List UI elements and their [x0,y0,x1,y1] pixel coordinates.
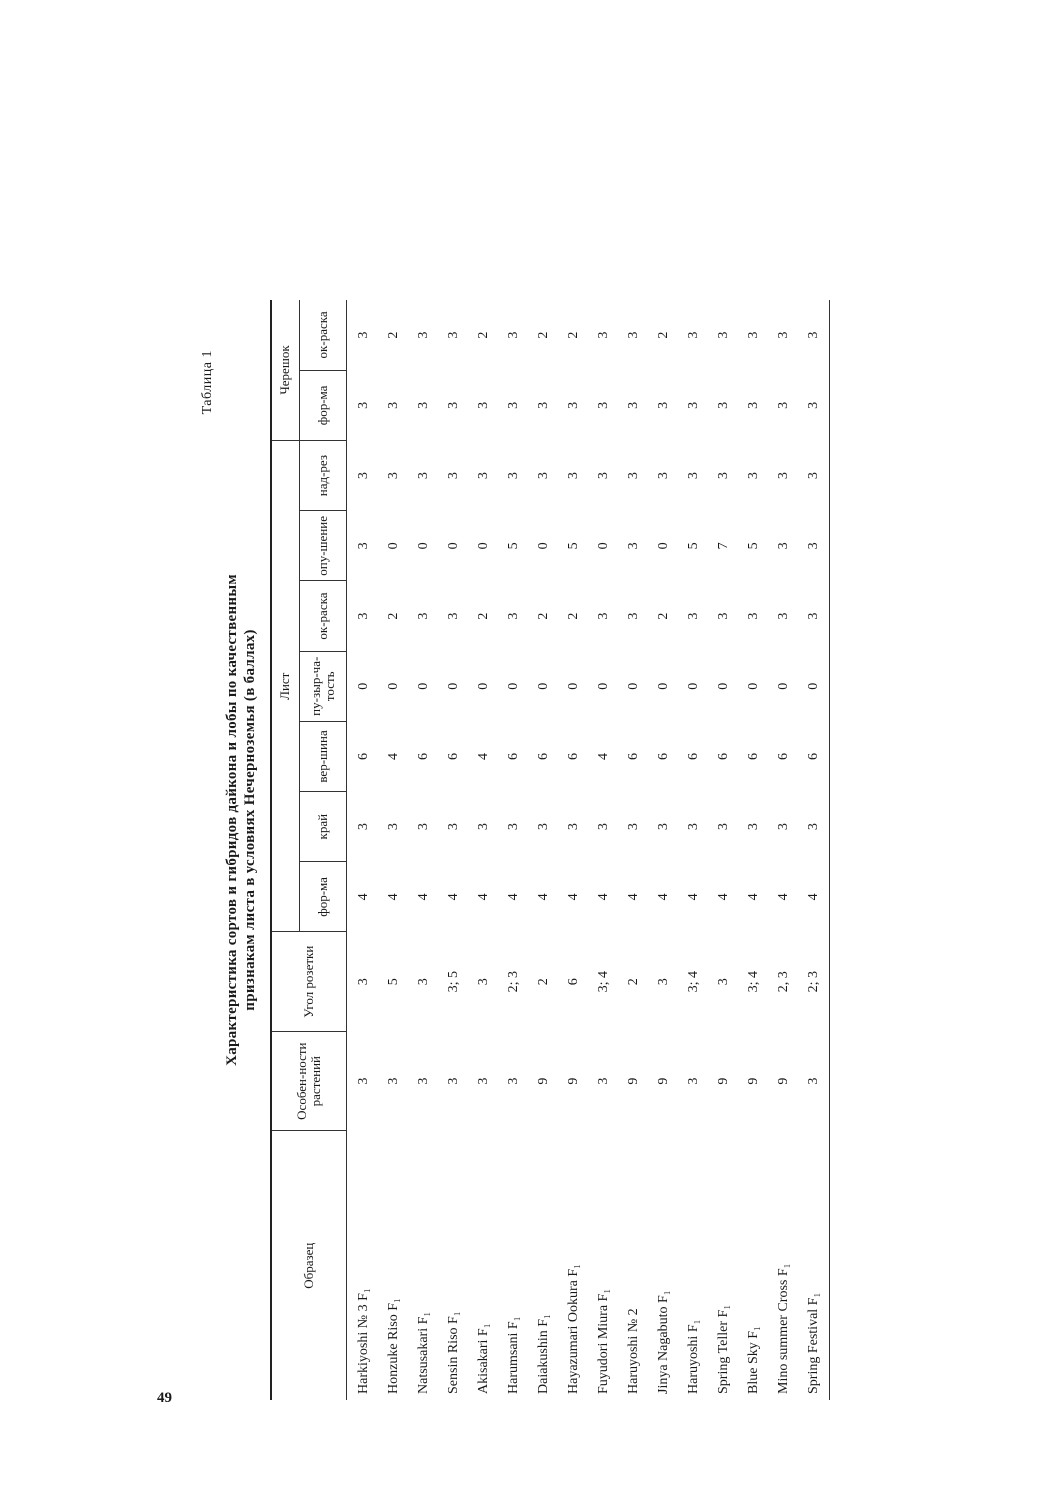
header-rosette-angle: Угол розетки [271,932,347,1031]
cell-value: 0 [446,682,461,690]
cell-value: 3 [416,612,431,620]
cell-value: 3 [356,401,371,409]
table-row [589,300,619,1400]
table-row [379,300,409,1400]
cell-value: 3 [656,472,671,480]
cell-value: 3 [626,542,641,550]
cell-value: 3 [596,1077,611,1085]
cell-value: 4 [386,893,401,901]
cell-value: 5 [746,542,761,550]
cell-value: 2 [386,331,401,339]
cell-value: 6 [416,752,431,760]
cell-value: 3 [656,823,671,831]
cell-value: 2 [536,331,551,339]
cell-value: 6 [799,721,830,791]
cell-value: 3 [596,401,611,409]
cell-value: 9 [656,1077,671,1085]
cell-value: 0 [776,682,791,690]
cell-value: 3 [776,401,791,409]
cell-value: 3 [596,823,611,831]
cell-value: 2 [656,612,671,620]
table-row [439,300,469,1400]
cell-value: 3 [776,472,791,480]
cell-sample: Harkiyoshi № 3 F₁ [356,1288,371,1394]
cell-sample: Harumsani F₁ [506,1316,521,1394]
table-title-line-1: Характеристика сортов и гибридов дайкона и лобы по качественным [224,574,240,1066]
cell-value: 4 [596,752,611,760]
cell-value: 2 [566,612,581,620]
cell-value: 3 [626,612,641,620]
table-row [679,300,709,1400]
cell-value: 3 [506,823,521,831]
cell-value: 2 [626,978,641,986]
cell-value: 3 [476,1077,491,1085]
cell-value: 3 [656,978,671,986]
cell-value: 4 [446,893,461,901]
table-row [499,300,529,1400]
cell-value: 3 [506,472,521,480]
cell-value: 3 [686,823,701,831]
table-title-line-2: признакам листа в условиях Нечерноземья (в баллах) [242,629,258,1011]
cell-value: 3 [746,331,761,339]
cell-value: 3 [716,401,731,409]
table-row [769,300,799,1400]
cell-value: 0 [386,682,401,690]
cell-sample: Sensin Riso F₁ [446,1311,461,1394]
table-row [739,300,769,1400]
cell-value: 3 [416,331,431,339]
cell-value: 3 [446,612,461,620]
cell-value: 0 [416,682,431,690]
cell-sample: Natsusakari F₁ [416,1311,431,1394]
cell-sample: Spring Festival F₁ [799,1131,830,1400]
cell-value: 0 [536,542,551,550]
cell-value: 6 [716,752,731,760]
cell-value: 3 [626,331,641,339]
cell-value: 4 [386,752,401,760]
cell-value: 2; 3 [799,932,830,1031]
cell-value: 6 [746,752,761,760]
cell-value: 9 [776,1077,791,1085]
header-leaf-color: ок-раска [299,581,346,651]
cell-value: 4 [476,752,491,760]
cell-value: 2 [536,612,551,620]
cell-value: 3 [446,823,461,831]
cell-value: 4 [476,893,491,901]
cell-sample: Blue Sky F₁ [746,1326,761,1394]
cell-value: 9 [716,1077,731,1085]
cell-value: 6 [686,752,701,760]
cell-value: 4 [536,893,551,901]
cell-value: 3 [416,823,431,831]
cell-value: 5 [386,978,401,986]
cell-value: 0 [506,682,521,690]
cell-value: 3 [356,1077,371,1085]
table-row [529,300,559,1400]
cell-value: 3 [356,978,371,986]
cell-value: 0 [596,682,611,690]
cell-value: 3 [716,331,731,339]
cell-sample: Haruyoshi № 2 [626,1308,641,1394]
cell-value: 3 [476,401,491,409]
cell-value: 3 [386,1077,401,1085]
header-leaf-edge: край [299,792,346,862]
cell-value: 6 [776,752,791,760]
cell-value: 3 [536,823,551,831]
cell-value: 3 [416,978,431,986]
cell-value: 6 [356,752,371,760]
cell-value: 9 [626,1077,641,1085]
cell-value: 3 [776,612,791,620]
cell-value: 3 [799,1031,830,1130]
cell-value: 4 [656,893,671,901]
header-leaf-incision: над-рез [299,441,346,511]
cell-value: 0 [656,542,671,550]
cell-value: 6 [446,752,461,760]
cell-value: 3 [799,441,830,511]
header-sample: Образец [271,1131,347,1400]
cell-sample: Mino summer Cross F₁ [776,1263,791,1394]
cell-value: 3 [626,823,641,831]
cell-value: 3 [656,401,671,409]
cell-value: 3 [446,331,461,339]
cell-value: 3 [446,401,461,409]
cell-sample: Jinya Nagabuto F₁ [656,1290,671,1394]
cell-value: 3 [506,612,521,620]
cell-value: 0 [716,682,731,690]
cell-value: 3 [566,401,581,409]
cell-value: 4 [746,893,761,901]
cell-value: 5 [506,542,521,550]
page-number: 49 [157,1390,172,1406]
cell-value: 3 [446,472,461,480]
table-row [709,300,739,1400]
cell-value: 5 [566,542,581,550]
cell-value: 3 [799,370,830,440]
cell-value: 3 [686,331,701,339]
cell-value: 4 [356,893,371,901]
cell-value: 3 [356,331,371,339]
cell-value: 3 [799,581,830,651]
cell-value: 0 [356,682,371,690]
table-row [799,300,830,1400]
cell-value: 3 [716,612,731,620]
cell-value: 6 [536,752,551,760]
cell-value: 0 [566,682,581,690]
table-row [619,300,649,1400]
cell-value: 3; 4 [686,971,701,993]
cell-value: 9 [536,1077,551,1085]
characteristics-table [270,300,830,1400]
cell-value: 9 [746,1077,761,1085]
cell-value: 3 [536,401,551,409]
cell-value: 2, 3 [776,971,791,993]
cell-value: 3 [566,472,581,480]
cell-value: 0 [476,682,491,690]
table-row [469,300,499,1400]
cell-value: 3 [536,472,551,480]
cell-value: 4 [776,893,791,901]
cell-value: 3 [746,401,761,409]
cell-value: 0 [596,542,611,550]
cell-value: 3 [356,823,371,831]
cell-value: 6 [566,752,581,760]
cell-value: 3 [799,300,830,370]
cell-value: 3 [776,542,791,550]
cell-value: 3 [716,978,731,986]
cell-value: 4 [799,862,830,932]
cell-value: 3 [506,401,521,409]
table-title [223,540,259,1100]
cell-value: 3 [416,1077,431,1085]
cell-value: 3 [386,472,401,480]
table-row [649,300,679,1400]
cell-value: 3 [446,1077,461,1085]
table-row [409,300,439,1400]
cell-value: 6 [656,752,671,760]
cell-value: 0 [446,542,461,550]
cell-value: 3 [776,331,791,339]
cell-value: 6 [506,752,521,760]
cell-value: 3 [686,1077,701,1085]
cell-value: 2; 3 [506,971,521,993]
cell-value: 0 [686,682,701,690]
cell-sample: Daiakushin F₁ [536,1314,551,1394]
header-petiole-color: ок-раска [299,300,346,370]
cell-sample: Fuyudori Miura F₁ [596,1288,611,1394]
cell-value: 3 [416,472,431,480]
cell-value: 3 [596,612,611,620]
cell-value: 3; 4 [596,971,611,993]
cell-value: 3 [626,472,641,480]
cell-sample: Akisakari F₁ [476,1323,491,1394]
cell-value: 2 [656,331,671,339]
cell-value: 5 [686,542,701,550]
cell-value: 3 [356,612,371,620]
cell-value: 3 [626,401,641,409]
cell-value: 2 [476,612,491,620]
cell-value: 3 [716,823,731,831]
cell-value: 3 [356,542,371,550]
cell-value: 0 [799,651,830,721]
cell-value: 3 [566,823,581,831]
cell-value: 0 [656,682,671,690]
cell-value: 3 [416,401,431,409]
cell-value: 3 [746,612,761,620]
cell-value: 4 [626,893,641,901]
cell-value: 3 [716,472,731,480]
header-leaf-shape: фор-ма [299,862,346,932]
cell-value: 4 [566,893,581,901]
cell-value: 0 [416,542,431,550]
cell-sample: Hayazumari Ookura F₁ [566,1263,581,1394]
cell-value: 4 [686,893,701,901]
cell-value: 9 [566,1077,581,1085]
cell-value: 0 [746,682,761,690]
header-leaf-pubescence: опу-шение [299,511,346,581]
cell-value: 3 [799,792,830,862]
cell-value: 2 [386,612,401,620]
cell-value: 3 [746,823,761,831]
cell-value: 2 [566,331,581,339]
cell-value: 7 [716,542,731,550]
cell-value: 3 [686,612,701,620]
cell-value: 3 [686,472,701,480]
cell-value: 3 [386,401,401,409]
cell-value: 4 [506,893,521,901]
cell-value: 3 [386,823,401,831]
cell-value: 2 [476,331,491,339]
table-body [347,300,830,1400]
cell-sample: Honzuke Riso F₁ [386,1298,401,1394]
cell-value: 3 [506,331,521,339]
cell-value: 3 [596,331,611,339]
cell-value: 3 [476,978,491,986]
header-petiole-shape: фор-ма [299,370,346,440]
cell-value: 3 [799,511,830,581]
cell-sample: Spring Teller F₁ [716,1304,731,1394]
cell-value: 0 [386,542,401,550]
cell-value: 6 [626,752,641,760]
cell-value: 0 [536,682,551,690]
cell-value: 3 [356,472,371,480]
cell-value: 3 [476,823,491,831]
cell-value: 3 [776,823,791,831]
cell-value: 4 [416,893,431,901]
rotated-table-sheet [188,260,908,1400]
cell-value: 0 [476,542,491,550]
cell-value: 2 [536,978,551,986]
header-leaf-group: Лист [271,441,299,932]
cell-sample: Haruyoshi F₁ [686,1319,701,1394]
cell-value: 3 [686,401,701,409]
cell-value: 3 [476,472,491,480]
table-label: Таблица 1 [200,350,215,415]
cell-value: 0 [626,682,641,690]
header-leaf-bubbliness: пу-зыр-ча-тость [299,651,346,721]
header-leaf-tip: вер-шина [299,721,346,791]
header-plant-features: Особен-ности растений [271,1031,347,1130]
header-petiole-group: Черешок [271,300,299,441]
cell-value: 3; 5 [446,971,461,993]
cell-value: 6 [566,978,581,986]
cell-value: 3 [506,1077,521,1085]
table-row [347,300,380,1400]
cell-value: 3 [596,472,611,480]
cell-value: 4 [716,893,731,901]
cell-value: 4 [596,893,611,901]
table-row [559,300,589,1400]
cell-value: 3; 4 [746,971,761,993]
cell-value: 3 [746,472,761,480]
